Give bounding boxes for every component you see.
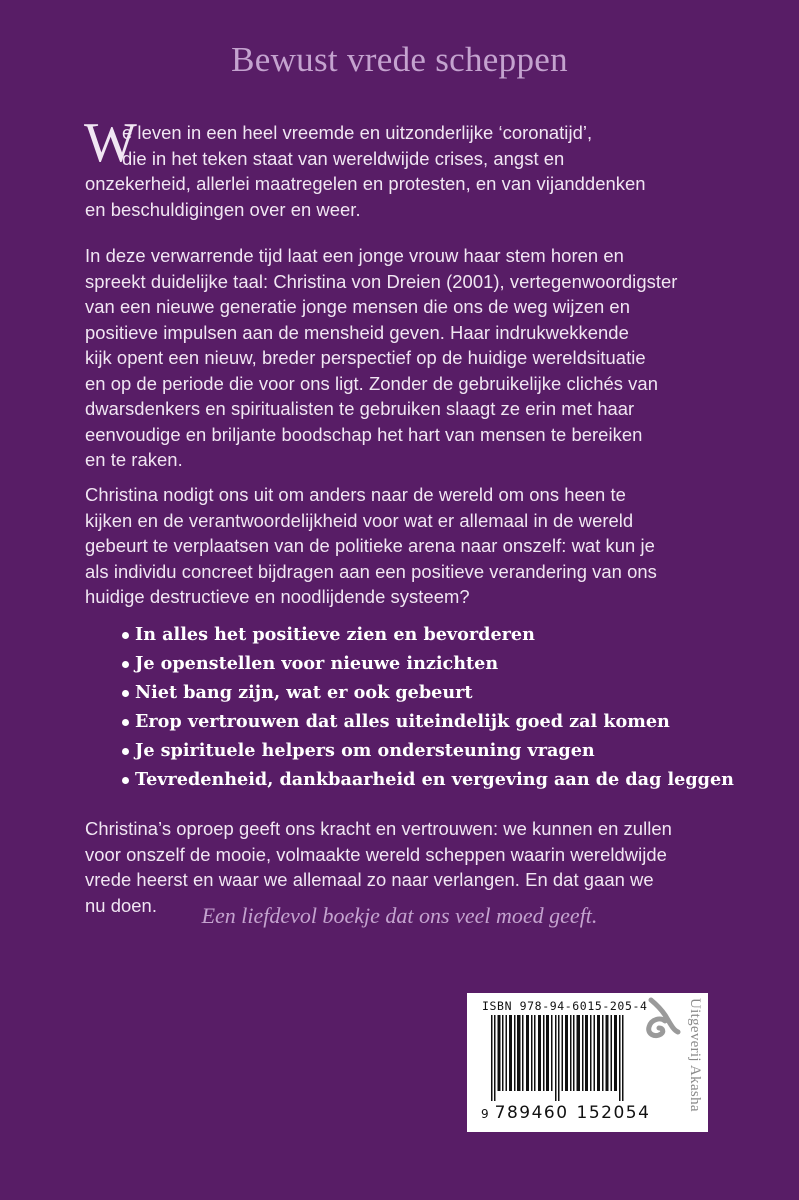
text-line: van een nieuwe generatie jonge mensen die ons de weg wijzen en: [85, 296, 630, 317]
text-line: Christina nodigt ons uit om anders naar de wereld om ons heen te: [85, 484, 626, 505]
bullet-icon: [122, 661, 129, 668]
barcode-digits-right: 152054: [576, 1103, 651, 1123]
barcode-bars-icon: [481, 1015, 637, 1103]
text-line: en beschuldigingen over en weer.: [85, 198, 361, 220]
publisher-name: Uitgeverij Akasha: [687, 998, 703, 1112]
paragraph-context: [85, 243, 725, 473]
barcode-number: [481, 1103, 650, 1123]
bullet-icon: [122, 748, 129, 755]
bullet-icon: [122, 719, 129, 726]
text-line: dwarsdenkers en spiritualisten te gebruiken slaagt ze erin met haar: [85, 398, 635, 419]
text-line: kijk opent een nieuw, breder perspectief op de huidige wereldsituatie: [85, 347, 646, 368]
text-line: spreekt duidelijke taal: Christina von Dreien (2001), vertegenwoordigster: [85, 270, 678, 292]
text-line: Christina’s oproep geeft ons kracht en vertrouwen: we kunnen en zullen: [85, 818, 672, 839]
text-line: als individu concreet bijdragen aan een positieve verandering van ons: [85, 560, 657, 582]
text-line: e leven in een heel vreemde en uitzonderlijke ‘coronatijd’,: [122, 122, 593, 143]
text-line: eenvoudige en briljante boodschap het hart van mensen te bereiken: [85, 423, 643, 445]
text-line: en op de periode die voor ons ligt. Zonder de gebruikelijke clichés van: [85, 372, 658, 394]
list-item: [122, 678, 734, 707]
text-line: nu doen.: [85, 894, 157, 916]
list-item-text: Niet bang zijn, wat er ook gebeurt: [135, 682, 473, 703]
text-line: In deze verwarrende tijd laat een jonge vrouw haar stem horen en: [85, 245, 624, 266]
list-item: [122, 649, 734, 678]
text-line: positieve impulsen aan de mensheid geven. Haar indrukwekkende: [85, 321, 629, 343]
barcode-digits-left: 789460: [494, 1103, 569, 1123]
bullet-icon: [122, 632, 129, 639]
book-title: Bewust vrede scheppen: [231, 40, 568, 79]
akasha-swirl-icon: [643, 997, 681, 1041]
drop-cap: W: [84, 112, 137, 174]
list-item-text: In alles het positieve zien en bevorderen: [135, 624, 535, 645]
list-item-text: Je openstellen voor nieuwe inzichten: [135, 653, 499, 674]
text-line: die in het teken staat van wereldwijde crises, angst en: [122, 147, 565, 169]
list-item: [122, 620, 734, 649]
text-line: onzekerheid, allerlei maatregelen en protesten, en van vijanddenken: [85, 173, 646, 194]
list-item-text: Erop vertrouwen dat alles uiteindelijk goed zal komen: [135, 711, 670, 732]
text-line: gebeurt te verplaatsen van de politieke arena naar onszelf: wat kun je: [85, 535, 655, 556]
text-line: en te raken.: [85, 449, 183, 470]
text-line: kijken en de verantwoordelijkheid voor wat er allemaal in de wereld: [85, 509, 634, 531]
bullet-list: [122, 620, 734, 794]
text-line: huidige destructieve en noodlijdende systeem?: [85, 586, 470, 607]
text-line: voor onszelf de mooie, volmaakte wereld scheppen waarin wereldwijde: [85, 843, 667, 865]
barcode: [481, 1015, 651, 1123]
list-item: [122, 707, 734, 736]
list-item: [122, 765, 734, 794]
barcode-digit-lead: 9: [481, 1107, 489, 1121]
bullet-icon: [122, 690, 129, 697]
text-line: vrede heerst en waar we allemaal zo naar verlangen. En dat gaan we: [85, 869, 654, 890]
paragraph-invitation: [85, 482, 725, 610]
bullet-icon: [122, 777, 129, 784]
list-item-text: Je spirituele helpers om ondersteuning vragen: [135, 740, 595, 761]
isbn-barcode-panel: [467, 993, 708, 1132]
isbn-label: ISBN 978-94-6015-205-4: [482, 999, 648, 1013]
paragraph-intro: [84, 112, 725, 222]
list-item: [122, 736, 734, 765]
tagline: Een liefdevol boekje dat ons veel moed geeft.: [201, 903, 598, 928]
list-item-text: Tevredenheid, dankbaarheid en vergeving aan de dag leggen: [135, 769, 734, 790]
